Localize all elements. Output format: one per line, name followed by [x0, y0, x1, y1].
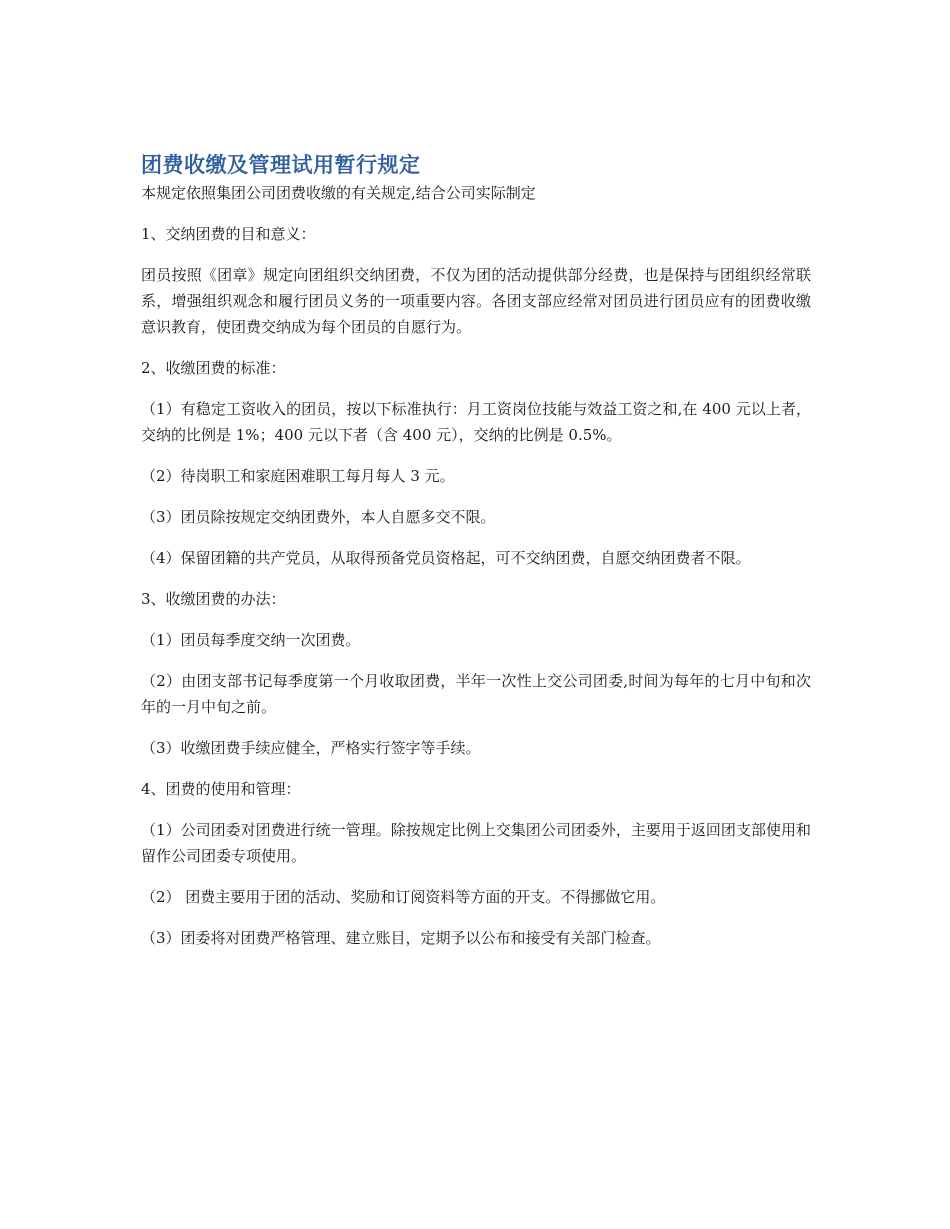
list-item: （2）待岗职工和家庭困难职工每月每人 3 元。 — [141, 467, 455, 485]
section-4 — [141, 776, 811, 951]
section-heading: 3、收缴团费的办法： — [141, 590, 286, 608]
section-heading: 2、收缴团费的标准： — [141, 359, 286, 377]
list-item: （3）团员除按规定交纳团费外，本人自愿多交不限。 — [141, 508, 496, 526]
list-item: （1）公司团委对团费进行统一管理。除按规定比例上交集团公司团委外，主要用于返回团支部使用和留作公司团委专项使用。 — [141, 821, 811, 865]
section-heading: 1、交纳团费的目和意义： — [141, 225, 316, 243]
section-paragraph: 团员按照《团章》规定向团组织交纳团费，不仅为团的活动提供部分经费，也是保持与团组织经常联系，增强组织观念和履行团员义务的一项重要内容。各团支部应经常对团员进行团员应有的团费收缴意识教育，使团费交纳成为每个团员的自愿行为。 — [141, 266, 811, 336]
document-body — [141, 150, 811, 951]
section-2 — [141, 355, 811, 571]
list-item: （3）团委将对团费严格管理、建立账目，定期予以公布和接受有关部门检查。 — [141, 929, 661, 947]
list-item: （3）收缴团费手续应健全，严格实行签字等手续。 — [141, 739, 481, 757]
section-3 — [141, 586, 811, 761]
list-item: （1）团员每季度交纳一次团费。 — [141, 631, 361, 649]
list-item: （2） 团费主要用于团的活动、奖励和订阅资料等方面的开支。不得挪做它用。 — [141, 888, 666, 906]
list-item: （4）保留团籍的共产党员，从取得预备党员资格起，可不交纳团费，自愿交纳团费者不限。 — [141, 549, 751, 567]
section-1 — [141, 221, 811, 340]
list-item: （2）由团支部书记每季度第一个月收取团费，半年一次性上交公司团委,时间为每年的七月中旬和次年的一月中旬之前。 — [141, 672, 811, 716]
document-title: 团费收缴及管理试用暂行规定 — [141, 153, 421, 177]
section-heading: 4、团费的使用和管理： — [141, 780, 301, 798]
list-item: （1）有稳定工资收入的团员，按以下标准执行：月工资岗位技能与效益工资之和,在 400 元以上者，交纳的比例是 1%；400 元以下者（含 400 元），交纳的比例是 0.5%。 — [141, 400, 811, 444]
document-intro: 本规定依照集团公司团费收缴的有关规定,结合公司实际制定 — [141, 184, 536, 202]
